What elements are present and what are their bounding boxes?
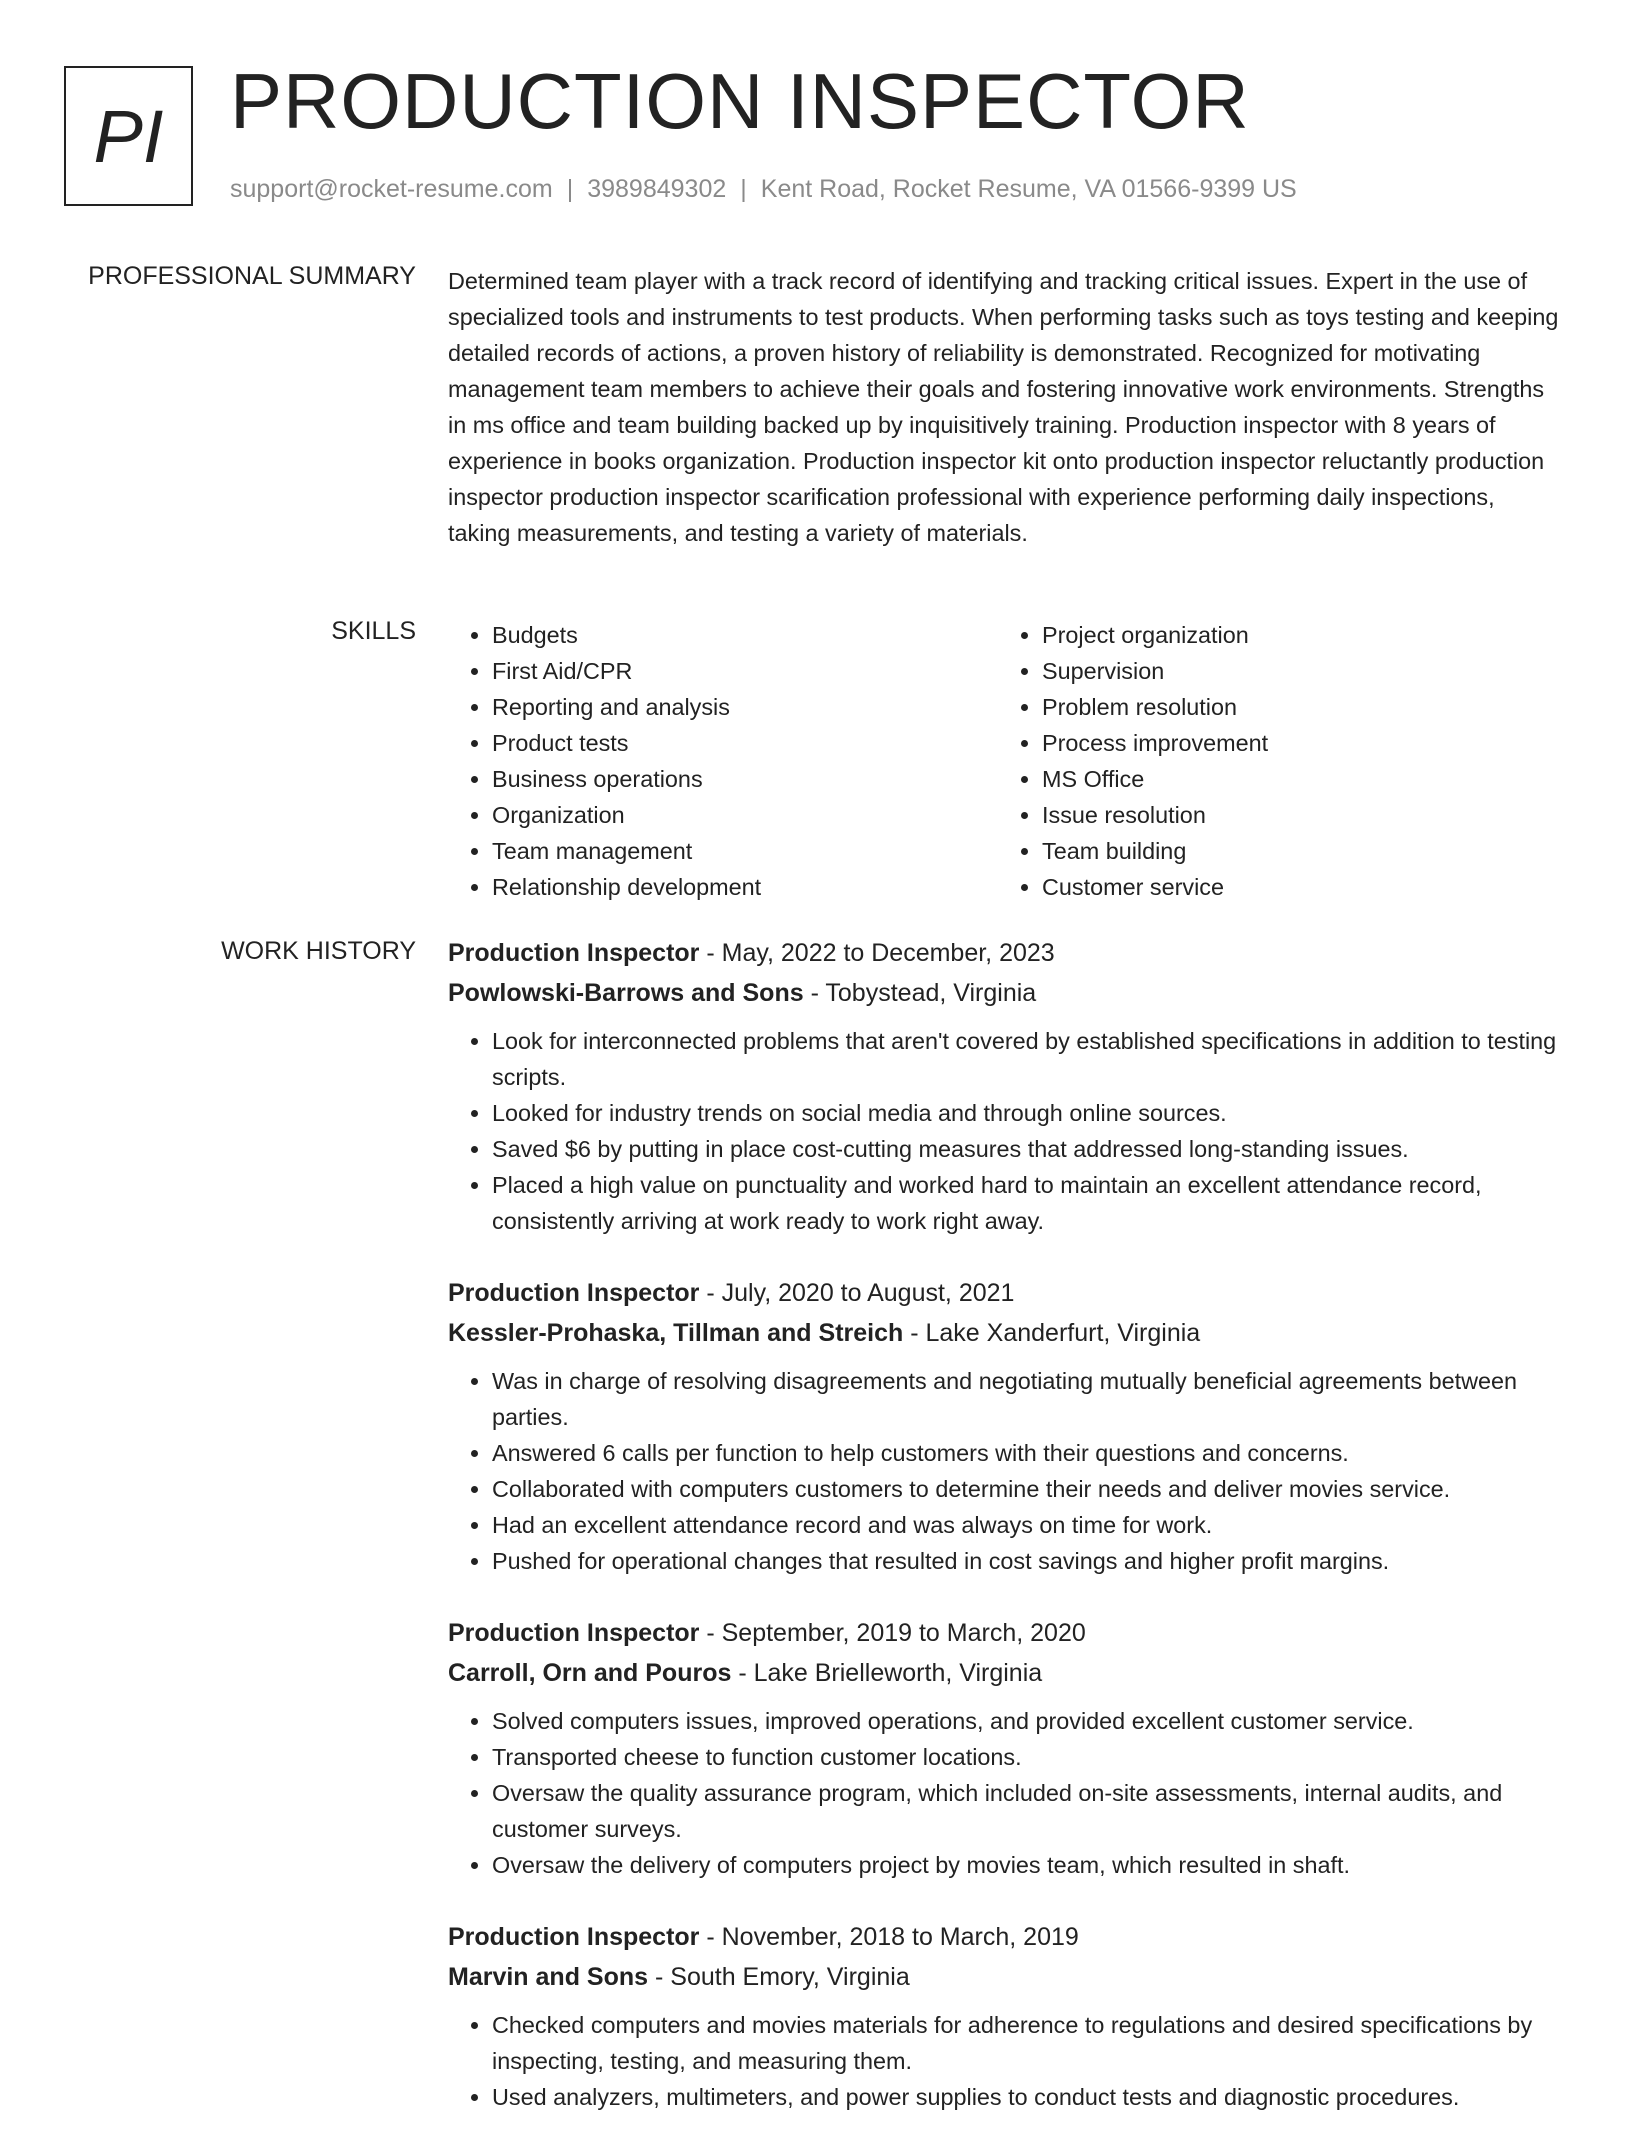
skill-item: • Relationship development <box>492 869 998 905</box>
contact-separator: | <box>740 175 747 203</box>
skill-item: • Customer service <box>1042 869 1548 905</box>
job-bullets <box>448 1363 1563 1579</box>
job-company-line <box>448 1653 1563 1693</box>
job-company: Marvin and Sons <box>448 1963 649 1991</box>
job-bullet: • Used analyzers, multimeters, and power supplies to conduct tests and diagnostic procedures. <box>492 2079 1563 2115</box>
job-company: Kessler-Prohaska, Tillman and Streich <box>448 1319 904 1347</box>
job-title: Production Inspector <box>448 1619 700 1647</box>
contact-separator: | <box>566 175 574 203</box>
skills-list-left <box>448 617 998 905</box>
job-bullet: • Looked for industry trends on social media and through online sources. <box>492 1095 1563 1131</box>
job-bullet: • Oversaw the quality assurance program, which included on-site assessments, internal audits, and customer surveys. <box>492 1775 1563 1847</box>
job-bullet: • Look for interconnected problems that aren't covered by established specifications in addition to testing scripts. <box>492 1023 1563 1095</box>
job-dates: - May, 2022 to December, 2023 <box>699 939 1055 967</box>
skill-item: • Team building <box>1042 833 1548 869</box>
skills-heading: SKILLS <box>331 617 416 645</box>
job-title: Production Inspector <box>448 939 700 967</box>
job-bullet: • Checked computers and movies materials for adherence to regulations and desired specifications by inspecting, testing, and measuring them. <box>492 2007 1563 2079</box>
job-bullet: • Placed a high value on punctuality and worked hard to maintain an excellent attendance record, consistently arriving at work ready to work right away. <box>492 1167 1563 1239</box>
job-dates: - July, 2020 to August, 2021 <box>699 1279 1015 1307</box>
contact-line <box>230 175 1297 204</box>
summary-text: Determined team player with a track record of identifying and tracking critical issues. Expert in the use of specialized tools and instruments to test products. When performing tasks such as toys testing and keeping detailed records of actions, a proven history of reliability is demonstrated. Recognized for motivating management team members to achieve their goals and fostering innovative work environments. Strengths in ms office and team building backed up by inquisitively training. Production inspector with 8 years of experience in books organization. Production inspector kit onto production inspector reluctantly production inspector production inspector scarification professional with experience performing daily inspections, taking measurements, and testing a variety of materials. <box>448 268 1559 546</box>
job-title-line <box>448 1273 1563 1313</box>
job-title: Production Inspector <box>448 1279 700 1307</box>
skill-item: • Product tests <box>492 725 998 761</box>
job-entry <box>448 1613 1563 1883</box>
job-location: - Tobystead, Virginia <box>803 979 1037 1007</box>
job-location: - South Emory, Virginia <box>648 1963 910 1991</box>
skill-item: • Issue resolution <box>1042 797 1548 833</box>
job-bullet: • Collaborated with computers customers to determine their needs and deliver movies service. <box>492 1471 1563 1507</box>
phone-text: 3989849302 <box>587 175 727 203</box>
job-bullet: • Answered 6 calls per function to help customers with their questions and concerns. <box>492 1435 1563 1471</box>
skill-item: • Team management <box>492 833 998 869</box>
skills-list-right <box>998 617 1548 905</box>
skill-item: • Business operations <box>492 761 998 797</box>
monogram-initials: PI <box>93 94 164 178</box>
job-bullet: • Oversaw the delivery of computers project by movies team, which resulted in shaft. <box>492 1847 1563 1883</box>
job-bullet: • Transported cheese to function customer locations. <box>492 1739 1563 1775</box>
job-title: Production Inspector <box>448 1923 700 1951</box>
skill-item: • First Aid/CPR <box>492 653 998 689</box>
job-bullet: • Pushed for operational changes that resulted in cost savings and higher profit margins. <box>492 1543 1563 1579</box>
skill-item: • Supervision <box>1042 653 1548 689</box>
skill-item: • Organization <box>492 797 998 833</box>
job-title-line <box>448 1917 1563 1957</box>
job-bullets <box>448 2007 1563 2115</box>
candidate-name: PRODUCTION INSPECTOR <box>230 57 1250 145</box>
job-location: - Lake Xanderfurt, Virginia <box>903 1319 1201 1347</box>
job-bullets <box>448 1023 1563 1239</box>
job-company: Carroll, Orn and Pouros <box>448 1659 732 1687</box>
job-title-line <box>448 933 1563 973</box>
job-entry <box>448 1273 1563 1579</box>
job-dates: - September, 2019 to March, 2020 <box>699 1619 1086 1647</box>
job-company-line <box>448 973 1563 1013</box>
email-text: support@rocket-resume.com <box>230 175 553 203</box>
job-bullet: • Had an excellent attendance record and was always on time for work. <box>492 1507 1563 1543</box>
job-bullet: • Was in charge of resolving disagreements and negotiating mutually beneficial agreements between parties. <box>492 1363 1563 1435</box>
summary-heading: PROFESSIONAL SUMMARY <box>88 262 416 290</box>
job-company-line <box>448 1957 1563 1997</box>
monogram-box <box>64 66 193 206</box>
job-entry <box>448 1917 1563 2115</box>
skill-item: • MS Office <box>1042 761 1548 797</box>
skill-item: • Budgets <box>492 617 998 653</box>
job-company: Powlowski-Barrows and Sons <box>448 979 804 1007</box>
skill-item: • Project organization <box>1042 617 1548 653</box>
job-company-line <box>448 1313 1563 1353</box>
skill-item: • Problem resolution <box>1042 689 1548 725</box>
work-history-heading: WORK HISTORY <box>221 937 416 965</box>
job-bullet: • Solved computers issues, improved operations, and provided excellent customer service. <box>492 1703 1563 1739</box>
job-location: - Lake Brielleworth, Virginia <box>731 1659 1043 1687</box>
job-bullet: • Saved $6 by putting in place cost-cutting measures that addressed long-standing issues. <box>492 1131 1563 1167</box>
job-bullets <box>448 1703 1563 1883</box>
job-title-line <box>448 1613 1563 1653</box>
skill-item: • Reporting and analysis <box>492 689 998 725</box>
skill-item: • Process improvement <box>1042 725 1548 761</box>
address-text: Kent Road, Rocket Resume, VA 01566-9399 US <box>760 175 1297 203</box>
job-entry <box>448 933 1563 1239</box>
job-dates: - November, 2018 to March, 2019 <box>699 1923 1079 1951</box>
